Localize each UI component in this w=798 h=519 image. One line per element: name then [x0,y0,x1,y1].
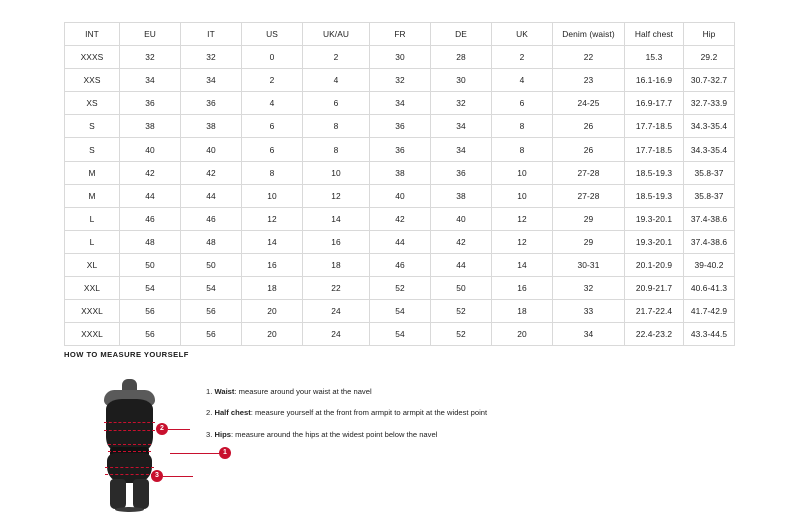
cell-it: 50 [181,253,242,276]
cell-de: 50 [431,277,492,300]
cell-eu: 54 [120,277,181,300]
cell-denim-waist: 30-31 [553,253,625,276]
waist-measure-line [108,444,151,452]
cell-it: 38 [181,115,242,138]
cell-us: 18 [242,277,303,300]
step-number: 2. [206,408,213,418]
cell-de: 40 [431,207,492,230]
cell-uk-au: 18 [303,253,370,276]
cell-us: 14 [242,230,303,253]
cell-int: XXXL [65,323,120,346]
cell-it: 34 [181,69,242,92]
cell-hip: 30.7-32.7 [684,69,735,92]
how-to-measure-body [64,371,744,511]
column-header-denim-waist: Denim (waist) [553,23,625,46]
cell-it: 48 [181,230,242,253]
cell-eu: 38 [120,115,181,138]
cell-uk: 12 [492,207,553,230]
step-number: 1. [206,387,213,396]
cell-us: 10 [242,184,303,207]
mannequin-left-leg [110,479,126,509]
cell-half-chest: 21.7-22.4 [625,300,684,323]
cell-int: XS [65,92,120,115]
cell-it: 42 [181,161,242,184]
cell-half-chest: 18.5-19.3 [625,184,684,207]
table-row [65,184,735,207]
cell-fr: 44 [370,230,431,253]
cell-fr: 54 [370,300,431,323]
marker-badge-1: 1 [219,447,231,459]
list-item [206,387,487,397]
cell-uk: 12 [492,230,553,253]
cell-uk: 18 [492,300,553,323]
column-header-fr: FR [370,23,431,46]
cell-fr: 32 [370,69,431,92]
cell-it: 56 [181,323,242,346]
cell-hip: 39-40.2 [684,253,735,276]
cell-fr: 42 [370,207,431,230]
cell-eu: 42 [120,161,181,184]
column-header-half-chest: Half chest [625,23,684,46]
cell-int: XXXL [65,300,120,323]
cell-fr: 46 [370,253,431,276]
cell-hip: 32.7-33.9 [684,92,735,115]
cell-int: L [65,230,120,253]
cell-hip: 37.4-38.6 [684,207,735,230]
cell-half-chest: 17.7-18.5 [625,138,684,161]
cell-us: 4 [242,92,303,115]
cell-it: 56 [181,300,242,323]
cell-half-chest: 22.4-23.2 [625,323,684,346]
cell-uk-au: 24 [303,323,370,346]
column-header-eu: EU [120,23,181,46]
table-row [65,253,735,276]
cell-denim-waist: 26 [553,138,625,161]
cell-denim-waist: 29 [553,207,625,230]
cell-hip: 35.8-37 [684,184,735,207]
size-chart-table [64,22,735,346]
cell-it: 46 [181,207,242,230]
cell-de: 34 [431,138,492,161]
column-header-int: INT [65,23,120,46]
step-term: Waist [214,387,235,396]
cell-half-chest: 17.7-18.5 [625,115,684,138]
how-to-measure-title: HOW TO MEASURE YOURSELF [64,350,189,359]
badge-1-connector [170,453,220,454]
step-text: : measure around your waist at the navel [234,387,372,396]
cell-uk: 8 [492,115,553,138]
column-header-it: IT [181,23,242,46]
cell-eu: 50 [120,253,181,276]
cell-fr: 36 [370,115,431,138]
cell-denim-waist: 26 [553,115,625,138]
cell-it: 36 [181,92,242,115]
cell-half-chest: 16.1-16.9 [625,69,684,92]
cell-int: S [65,138,120,161]
cell-denim-waist: 34 [553,323,625,346]
mannequin-illustration [92,379,168,511]
cell-us: 12 [242,207,303,230]
table-row [65,69,735,92]
mannequin-stand [115,507,144,512]
cell-int: S [65,115,120,138]
cell-eu: 44 [120,184,181,207]
measure-steps-list [206,371,487,451]
cell-eu: 46 [120,207,181,230]
mannequin-right-leg [133,479,149,509]
cell-denim-waist: 23 [553,69,625,92]
table-row [65,161,735,184]
table-row [65,138,735,161]
cell-hip: 43.3-44.5 [684,323,735,346]
cell-uk: 10 [492,161,553,184]
cell-uk-au: 24 [303,300,370,323]
cell-uk-au: 2 [303,46,370,69]
cell-int: XL [65,253,120,276]
cell-uk: 4 [492,69,553,92]
cell-eu: 36 [120,92,181,115]
marker-badge-2: 2 [156,423,168,435]
cell-half-chest: 19.3-20.1 [625,230,684,253]
cell-denim-waist: 27-28 [553,161,625,184]
cell-de: 28 [431,46,492,69]
table-row [65,92,735,115]
cell-us: 0 [242,46,303,69]
cell-eu: 48 [120,230,181,253]
cell-de: 42 [431,230,492,253]
cell-hip: 29.2 [684,46,735,69]
cell-denim-waist: 33 [553,300,625,323]
half-chest-measure-line [104,422,155,431]
step-text: : measure around the hips at the widest point below the navel [230,429,438,439]
cell-uk: 6 [492,92,553,115]
cell-de: 32 [431,92,492,115]
cell-uk: 20 [492,323,553,346]
cell-uk-au: 6 [303,92,370,115]
cell-denim-waist: 22 [553,46,625,69]
cell-de: 30 [431,69,492,92]
cell-us: 6 [242,138,303,161]
cell-de: 36 [431,161,492,184]
cell-hip: 37.4-38.6 [684,230,735,253]
step-text: : measure yourself at the front from armpit to armpit at the widest point [250,408,488,418]
size-chart-container [64,22,734,346]
cell-it: 44 [181,184,242,207]
cell-uk: 14 [492,253,553,276]
cell-us: 16 [242,253,303,276]
cell-int: M [65,161,120,184]
cell-fr: 52 [370,277,431,300]
cell-hip: 35.8-37 [684,161,735,184]
list-item [206,408,487,418]
table-row [65,46,735,69]
cell-uk-au: 16 [303,230,370,253]
cell-it: 54 [181,277,242,300]
cell-int: XXL [65,277,120,300]
cell-us: 20 [242,300,303,323]
cell-eu: 56 [120,300,181,323]
cell-half-chest: 20.1-20.9 [625,253,684,276]
cell-us: 6 [242,115,303,138]
cell-de: 52 [431,300,492,323]
step-term: Half chest [214,408,251,418]
badge-2-connector [168,429,190,430]
table-row [65,230,735,253]
cell-int: XXS [65,69,120,92]
cell-fr: 34 [370,92,431,115]
cell-half-chest: 20.9-21.7 [625,277,684,300]
column-header-hip: Hip [684,23,735,46]
cell-fr: 38 [370,161,431,184]
cell-half-chest: 15.3 [625,46,684,69]
cell-uk-au: 14 [303,207,370,230]
cell-de: 52 [431,323,492,346]
cell-half-chest: 16.9-17.7 [625,92,684,115]
cell-hip: 34.3-35.4 [684,115,735,138]
cell-hip: 34.3-35.4 [684,138,735,161]
column-header-uk: UK [492,23,553,46]
table-row [65,277,735,300]
cell-uk: 2 [492,46,553,69]
cell-fr: 36 [370,138,431,161]
cell-de: 44 [431,253,492,276]
cell-it: 40 [181,138,242,161]
cell-uk-au: 12 [303,184,370,207]
cell-eu: 56 [120,323,181,346]
cell-hip: 40.6-41.3 [684,277,735,300]
marker-badge-3: 3 [151,470,163,482]
cell-uk-au: 8 [303,115,370,138]
cell-eu: 32 [120,46,181,69]
cell-fr: 40 [370,184,431,207]
cell-half-chest: 18.5-19.3 [625,161,684,184]
cell-fr: 54 [370,323,431,346]
table-row [65,300,735,323]
table-row [65,323,735,346]
cell-uk-au: 4 [303,69,370,92]
hip-measure-line [105,467,154,475]
cell-de: 38 [431,184,492,207]
cell-denim-waist: 29 [553,230,625,253]
cell-denim-waist: 24-25 [553,92,625,115]
table-row [65,115,735,138]
badge-3-connector [163,476,193,477]
cell-eu: 34 [120,69,181,92]
cell-int: L [65,207,120,230]
step-term: Hips [214,429,231,439]
step-number: 3. [206,429,213,439]
cell-it: 32 [181,46,242,69]
cell-denim-waist: 27-28 [553,184,625,207]
cell-fr: 30 [370,46,431,69]
column-header-uk-au: UK/AU [303,23,370,46]
cell-us: 20 [242,323,303,346]
cell-de: 34 [431,115,492,138]
list-item [206,430,487,440]
cell-uk: 16 [492,277,553,300]
cell-eu: 40 [120,138,181,161]
cell-denim-waist: 32 [553,277,625,300]
cell-uk-au: 22 [303,277,370,300]
cell-uk: 10 [492,184,553,207]
cell-int: M [65,184,120,207]
cell-uk: 8 [492,138,553,161]
cell-us: 2 [242,69,303,92]
cell-hip: 41.7-42.9 [684,300,735,323]
how-to-measure-section [64,350,744,511]
table-row [65,207,735,230]
column-header-de: DE [431,23,492,46]
cell-int: XXXS [65,46,120,69]
cell-uk-au: 10 [303,161,370,184]
column-header-us: US [242,23,303,46]
cell-us: 8 [242,161,303,184]
table-header-row [65,23,735,46]
cell-half-chest: 19.3-20.1 [625,207,684,230]
cell-uk-au: 8 [303,138,370,161]
